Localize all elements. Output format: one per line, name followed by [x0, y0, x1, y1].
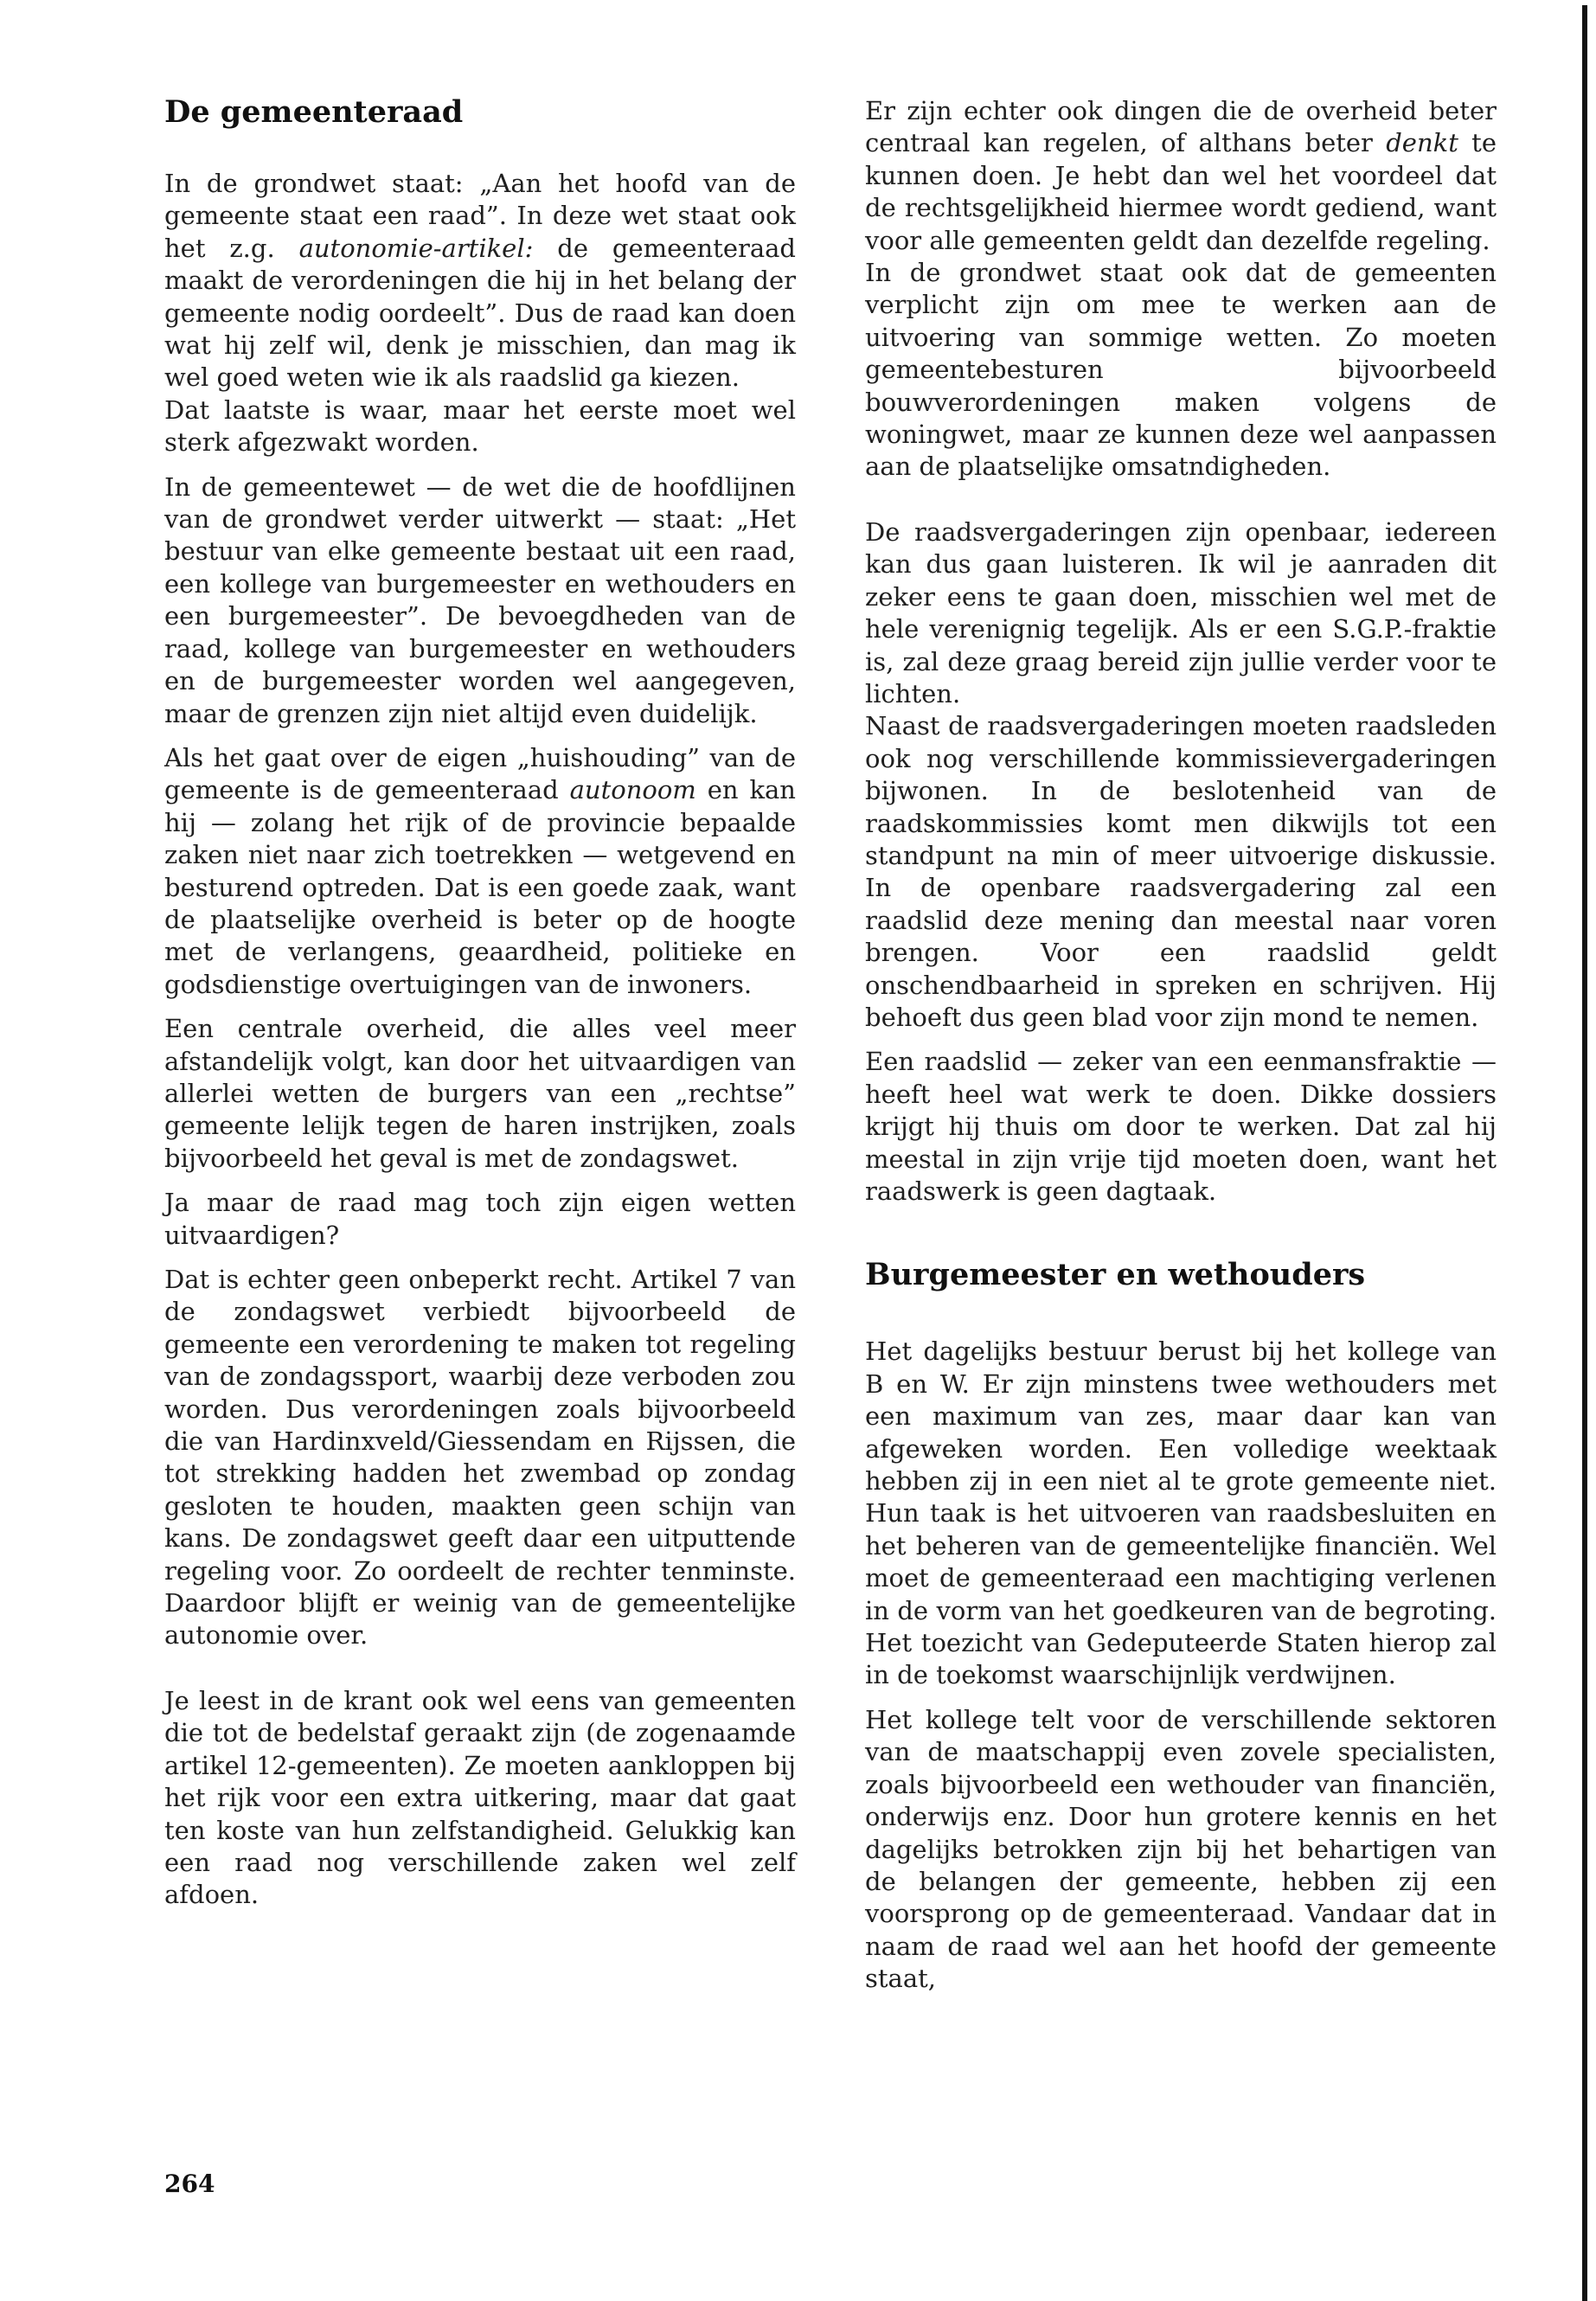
paragraph: Het dagelijks bestuur berust bij het kollege van B en W. Er zijn minstens twee wethouders met een maximum van zes, maar daar kan van afgeweken worden. Een volledige weektaak hebben zij in een niet al te grote gemeente niet. Hun taak is het uitvoeren van raadsbesluiten en het beheren van de gemeentelijke financiën. Wel moet de gemeenteraad een machtiging verlenen in de vorm van het goedkeuren van de begroting. Het toezicht van Gedeputeerde Staten hierop zal in de toekomst waarschijnlijk verdwijnen. — [865, 1336, 1497, 1690]
paragraph: Er zijn echter ook dingen die de overheid beter centraal kan regelen, of althans beter denkt te kunnen doen. Je hebt dan wel het voordeel dat de rechtsgelijkheid hiermee wordt gediend, want voor alle gemeenten geldt dan dezelfde regeling. — [865, 96, 1497, 255]
scan-edge-border — [1582, 5, 1587, 2301]
paragraph: Dat laatste is waar, maar het eerste moet wel sterk afgezwakt worden. — [164, 394, 796, 458]
right-column — [865, 95, 1497, 1996]
paragraph: In de grondwet staat: „Aan het hoofd van de gemeente staat een raad”. In deze wet staat ook het z.g. autonomie-artikel: de gemeenteraad maakt de verordeningen die hij in het belang der gemeente nodig oordeelt”. Dus de raad kan doen wat hij zelf wil, denk je misschien, dan mag ik wel goed weten wie ik als raadslid ga kiezen. — [164, 169, 796, 393]
paragraph: Je leest in de krant ook wel eens van gemeenten die tot de bedelstaf geraakt zijn (de zogenaamde artikel 12-gemeenten). Ze moeten aankloppen bij het rijk voor een extra uitkering, maar dat gaat ten koste van hun zelfstandigheid. Gelukkig kan een raad nog verschillende zaken wel zelf afdoen. — [164, 1685, 796, 1910]
paragraph: In de grondwet staat ook dat de gemeenten verplicht zijn om mee te werken aan de uitvoering van sommige wetten. Zo moeten gemeentebesturen bijvoorbeeld bouwverordeningen maken volgens de woningwet, maar ze kunnen deze wel aanpassen aan de plaatselijke omsatndigheden. — [865, 258, 1497, 482]
paragraph: De raadsvergaderingen zijn openbaar, iedereen kan dus gaan luisteren. Ik wil je aanraden dit zeker eens te gaan doen, misschien wel met de hele verenignig tegelijk. Als er een S.G.P.-fraktie is, zal deze graag bereid zijn jullie verder voor te lichten. — [865, 516, 1497, 708]
paragraph: Ja maar de raad mag toch zijn eigen wetten uitvaardigen? — [164, 1188, 796, 1250]
paragraph: Een centrale overheid, die alles veel meer afstandelijk volgt, kan door het uitvaardigen van allerlei wetten de burgers van een „rechtse” gemeente lelijk tegen de haren instrijken, zoals bijvoorbeeld het geval is met de zondagswet. — [164, 1014, 796, 1173]
paragraph: Naast de raadsvergaderingen moeten raadsleden ook nog verschillende kommissievergaderingen bijwonen. In de beslotenheid van de raadskommissies komt men dikwijls tot een standpunt na min of meer uitvoerige diskussie. In de openbare raadsvergadering zal een raadslid deze mening dan meestal naar voren brengen. Voor een raadslid geldt onschendbaarheid in spreken en schrijven. Hij behoeft dus geen blad voor zijn mond te nemen. — [865, 711, 1497, 1032]
section-heading-burgemeester: Burgemeester en wethouders — [865, 1257, 1366, 1293]
section-heading-gemeenteraad: De gemeenteraad — [164, 94, 464, 130]
page-number: 264 — [164, 2170, 215, 2198]
paragraph: Het kollege telt voor de verschillende sektoren van de maatschappij even zovele specialisten, zoals bijvoorbeeld een wethouder van financiën, onderwijs enz. Door hun grotere kennis en het dagelijks betrokken zijn bij het behartigen van de belangen der gemeente, hebben zij een voorsprong op de gemeenteraad. Vandaar dat in naam de raad wel aan het hoofd der gemeente staat, — [865, 1704, 1497, 1994]
paragraph: In de gemeentewet — de wet die de hoofdlijnen van de grondwet verder uitwerkt — staat: „Het bestuur van elke gemeente bestaat uit een raad, een kollege van burgemeester en wethouders en een burgemeester”. De bevoegdheden van de raad, kollege van burgemeester en wethouders en de burgemeester worden wel aangegeven, maar de grenzen zijn niet altijd even duidelijk. — [164, 471, 796, 728]
paragraph: Dat is echter geen onbeperkt recht. Artikel 7 van de zondagswet verbiedt bijvoorbeeld de gemeente een verordening te maken tot regeling van de zondagssport, waarbij deze verboden zou worden. Dus verordeningen zoals bijvoorbeeld die van Hardinxveld/Giessendam en Rijssen, die tot strekking hadden het zwembad op zondag gesloten te houden, maakten geen schijn van kans. De zondagswet geeft daar een uitputtende regeling voor. Zo oordeelt de rechter tenminste. Daardoor blijft er weinig van de gemeentelijke autonomie over. — [164, 1265, 796, 1650]
paragraph: Een raadslid — zeker van een eenmansfraktie — heeft heel wat werk te doen. Dikke dossiers krijgt hij thuis om door te werken. Dat zal hij meestal in zijn vrije tijd moeten doen, want het raadswerk is geen dagtaak. — [865, 1047, 1497, 1206]
paragraph: Als het gaat over de eigen „huishouding” van de gemeente is de gemeenteraad autonoom en kan hij — zolang het rijk of de provincie bepaalde zaken niet naar zich toetrekken — wetgevend en besturend optreden. Dat is een goede zaak, want de plaatselijke overheid is beter op de hoogte met de verlangens, geaardheid, politieke en godsdienstige overtuigingen van de inwoners. — [164, 742, 796, 999]
left-column — [164, 95, 796, 1912]
